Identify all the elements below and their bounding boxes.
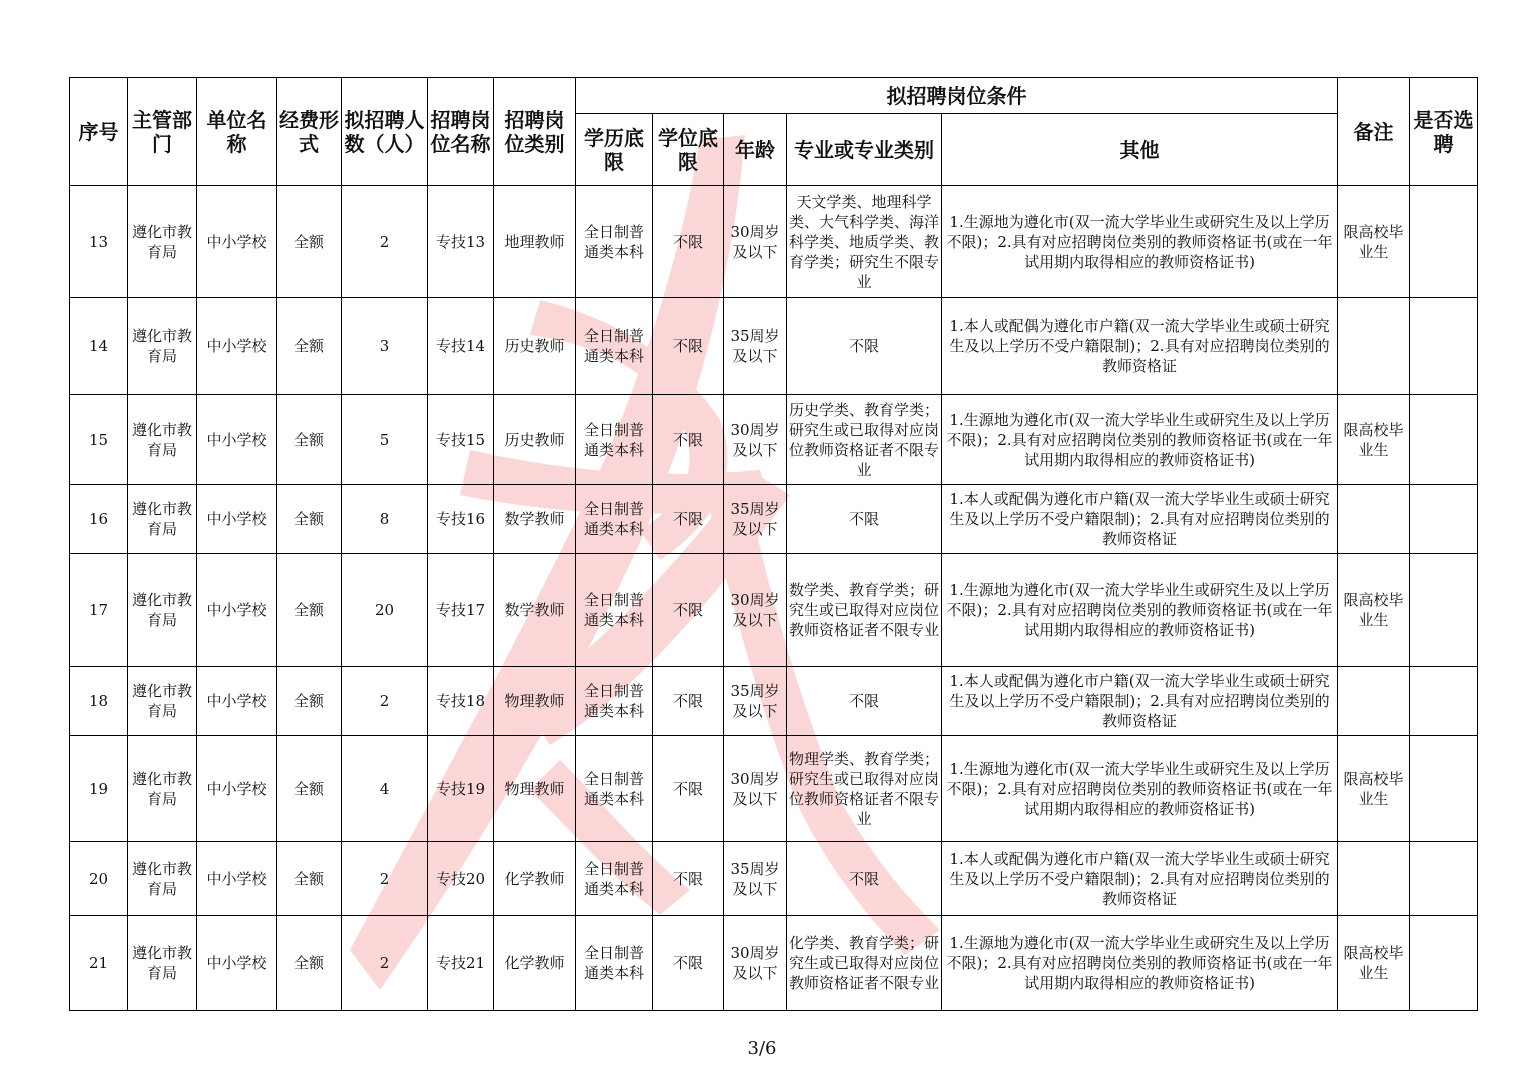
cell-major: 不限	[787, 485, 942, 554]
cell-unit: 中小学校	[197, 186, 277, 298]
cell-age: 30周岁及以下	[724, 186, 787, 298]
cell-dept: 遵化市教育局	[128, 842, 197, 916]
cell-post-type: 历史教师	[494, 298, 576, 395]
cell-remark	[1338, 298, 1410, 395]
cell-other: 1.生源地为遵化市(双一流大学毕业生或研究生及以上学历不限)；2.具有对应招聘岗位类别的教师资格证书(或在一年试用期内取得相应的教师资格证书)	[942, 916, 1338, 1011]
cell-major: 天文学类、地理科学类、大气科学类、海洋科学类、地质学类、教育学类；研究生不限专业	[787, 186, 942, 298]
cell-degree: 不限	[653, 186, 724, 298]
header-seq: 序号	[70, 78, 128, 186]
recruitment-table	[69, 77, 1478, 1011]
cell-other: 1.本人或配偶为遵化市户籍(双一流大学毕业生或硕士研究生及以上学历不受户籍限制)；2.具有对应招聘岗位类别的教师资格证	[942, 485, 1338, 554]
cell-unit: 中小学校	[197, 298, 277, 395]
cell-count: 8	[342, 485, 428, 554]
cell-other: 1.生源地为遵化市(双一流大学毕业生或研究生及以上学历不限)；2.具有对应招聘岗位类别的教师资格证书(或在一年试用期内取得相应的教师资格证书)	[942, 554, 1338, 667]
cell-count: 20	[342, 554, 428, 667]
cell-age: 35周岁及以下	[724, 485, 787, 554]
cell-count: 2	[342, 667, 428, 736]
cell-funding: 全额	[277, 554, 342, 667]
cell-degree: 不限	[653, 298, 724, 395]
cell-selected	[1410, 485, 1478, 554]
cell-degree: 不限	[653, 485, 724, 554]
cell-count: 2	[342, 842, 428, 916]
cell-unit: 中小学校	[197, 916, 277, 1011]
table-row	[70, 916, 1478, 1011]
cell-funding: 全额	[277, 485, 342, 554]
table-row	[70, 842, 1478, 916]
cell-post-name: 专技17	[428, 554, 494, 667]
header-post-name: 招聘岗位名称	[428, 78, 494, 186]
cell-count: 2	[342, 916, 428, 1011]
cell-funding: 全额	[277, 298, 342, 395]
table-row	[70, 298, 1478, 395]
cell-degree: 不限	[653, 916, 724, 1011]
cell-count: 2	[342, 186, 428, 298]
cell-funding: 全额	[277, 842, 342, 916]
cell-age: 35周岁及以下	[724, 298, 787, 395]
cell-count: 4	[342, 736, 428, 842]
cell-education: 全日制普通类本科	[576, 298, 653, 395]
cell-dept: 遵化市教育局	[128, 736, 197, 842]
header-selected: 是否选聘	[1410, 78, 1478, 186]
cell-post-name: 专技15	[428, 395, 494, 485]
header-unit: 单位名称	[197, 78, 277, 186]
cell-dept: 遵化市教育局	[128, 916, 197, 1011]
cell-other: 1.生源地为遵化市(双一流大学毕业生或研究生及以上学历不限)；2.具有对应招聘岗位类别的教师资格证书(或在一年试用期内取得相应的教师资格证书)	[942, 186, 1338, 298]
cell-remark	[1338, 667, 1410, 736]
page-number: 3/6	[747, 1038, 777, 1059]
cell-seq: 14	[70, 298, 128, 395]
cell-seq: 13	[70, 186, 128, 298]
cell-remark: 限高校毕业生	[1338, 916, 1410, 1011]
cell-seq: 17	[70, 554, 128, 667]
cell-funding: 全额	[277, 667, 342, 736]
cell-other: 1.生源地为遵化市(双一流大学毕业生或研究生及以上学历不限)；2.具有对应招聘岗位类别的教师资格证书(或在一年试用期内取得相应的教师资格证书)	[942, 395, 1338, 485]
cell-age: 35周岁及以下	[724, 667, 787, 736]
cell-degree: 不限	[653, 736, 724, 842]
cell-education: 全日制普通类本科	[576, 186, 653, 298]
cell-selected	[1410, 395, 1478, 485]
cell-post-name: 专技18	[428, 667, 494, 736]
cell-other: 1.本人或配偶为遵化市户籍(双一流大学毕业生或硕士研究生及以上学历不受户籍限制)；2.具有对应招聘岗位类别的教师资格证	[942, 842, 1338, 916]
table-row	[70, 186, 1478, 298]
cell-age: 30周岁及以下	[724, 395, 787, 485]
cell-funding: 全额	[277, 395, 342, 485]
cell-unit: 中小学校	[197, 395, 277, 485]
header-conditions: 拟招聘岗位条件	[576, 78, 1338, 114]
cell-post-type: 历史教师	[494, 395, 576, 485]
cell-seq: 15	[70, 395, 128, 485]
cell-selected	[1410, 554, 1478, 667]
cell-seq: 16	[70, 485, 128, 554]
cell-education: 全日制普通类本科	[576, 395, 653, 485]
cell-post-name: 专技21	[428, 916, 494, 1011]
cell-remark: 限高校毕业生	[1338, 395, 1410, 485]
cell-post-name: 专技19	[428, 736, 494, 842]
cell-education: 全日制普通类本科	[576, 485, 653, 554]
cell-education: 全日制普通类本科	[576, 736, 653, 842]
cell-unit: 中小学校	[197, 485, 277, 554]
cell-funding: 全额	[277, 186, 342, 298]
cell-post-type: 化学教师	[494, 916, 576, 1011]
cell-education: 全日制普通类本科	[576, 554, 653, 667]
cell-education: 全日制普通类本科	[576, 842, 653, 916]
cell-post-name: 专技13	[428, 186, 494, 298]
cell-post-type: 化学教师	[494, 842, 576, 916]
cell-age: 35周岁及以下	[724, 842, 787, 916]
cell-post-type: 数学教师	[494, 554, 576, 667]
cell-post-type: 物理教师	[494, 736, 576, 842]
cell-degree: 不限	[653, 395, 724, 485]
cell-education: 全日制普通类本科	[576, 667, 653, 736]
cell-post-name: 专技20	[428, 842, 494, 916]
header-remark: 备注	[1338, 78, 1410, 186]
cell-other: 1.本人或配偶为遵化市户籍(双一流大学毕业生或硕士研究生及以上学历不受户籍限制)；2.具有对应招聘岗位类别的教师资格证	[942, 298, 1338, 395]
cell-seq: 19	[70, 736, 128, 842]
cell-unit: 中小学校	[197, 736, 277, 842]
cell-major: 不限	[787, 298, 942, 395]
cell-age: 30周岁及以下	[724, 736, 787, 842]
cell-degree: 不限	[653, 554, 724, 667]
cell-selected	[1410, 667, 1478, 736]
cell-post-name: 专技16	[428, 485, 494, 554]
header-education: 学历底限	[576, 114, 653, 186]
cell-remark: 限高校毕业生	[1338, 186, 1410, 298]
table-row	[70, 395, 1478, 485]
table-body	[70, 186, 1478, 1011]
header-major: 专业或专业类别	[787, 114, 942, 186]
table-row	[70, 736, 1478, 842]
cell-unit: 中小学校	[197, 842, 277, 916]
cell-major: 不限	[787, 667, 942, 736]
cell-selected	[1410, 186, 1478, 298]
cell-selected	[1410, 298, 1478, 395]
cell-major: 历史学类、教育学类；研究生或已取得对应岗位教师资格证者不限专业	[787, 395, 942, 485]
table-row	[70, 667, 1478, 736]
cell-other: 1.生源地为遵化市(双一流大学毕业生或研究生及以上学历不限)；2.具有对应招聘岗位类别的教师资格证书(或在一年试用期内取得相应的教师资格证书)	[942, 736, 1338, 842]
header-age: 年龄	[724, 114, 787, 186]
cell-age: 30周岁及以下	[724, 916, 787, 1011]
table-row	[70, 485, 1478, 554]
cell-count: 3	[342, 298, 428, 395]
cell-seq: 21	[70, 916, 128, 1011]
cell-funding: 全额	[277, 916, 342, 1011]
header-count: 拟招聘人数（人）	[342, 78, 428, 186]
cell-selected	[1410, 736, 1478, 842]
cell-age: 30周岁及以下	[724, 554, 787, 667]
cell-seq: 18	[70, 667, 128, 736]
header-other: 其他	[942, 114, 1338, 186]
cell-major: 物理学类、教育学类；研究生或已取得对应岗位教师资格证者不限专业	[787, 736, 942, 842]
cell-post-type: 数学教师	[494, 485, 576, 554]
cell-dept: 遵化市教育局	[128, 667, 197, 736]
cell-dept: 遵化市教育局	[128, 298, 197, 395]
cell-major: 数学类、教育学类；研究生或已取得对应岗位教师资格证者不限专业	[787, 554, 942, 667]
cell-unit: 中小学校	[197, 554, 277, 667]
table-row	[70, 554, 1478, 667]
cell-major: 化学类、教育学类；研究生或已取得对应岗位教师资格证者不限专业	[787, 916, 942, 1011]
cell-major: 不限	[787, 842, 942, 916]
cell-remark	[1338, 842, 1410, 916]
cell-dept: 遵化市教育局	[128, 395, 197, 485]
cell-selected	[1410, 916, 1478, 1011]
header-funding: 经费形式	[277, 78, 342, 186]
cell-dept: 遵化市教育局	[128, 554, 197, 667]
cell-dept: 遵化市教育局	[128, 186, 197, 298]
cell-funding: 全额	[277, 736, 342, 842]
cell-education: 全日制普通类本科	[576, 916, 653, 1011]
cell-seq: 20	[70, 842, 128, 916]
cell-count: 5	[342, 395, 428, 485]
cell-post-type: 物理教师	[494, 667, 576, 736]
cell-degree: 不限	[653, 842, 724, 916]
cell-dept: 遵化市教育局	[128, 485, 197, 554]
header-degree: 学位底限	[653, 114, 724, 186]
cell-remark: 限高校毕业生	[1338, 554, 1410, 667]
table-header	[70, 78, 1478, 186]
cell-post-name: 专技14	[428, 298, 494, 395]
cell-degree: 不限	[653, 667, 724, 736]
cell-unit: 中小学校	[197, 667, 277, 736]
cell-remark	[1338, 485, 1410, 554]
cell-remark: 限高校毕业生	[1338, 736, 1410, 842]
cell-post-type: 地理教师	[494, 186, 576, 298]
header-post-type: 招聘岗位类别	[494, 78, 576, 186]
header-dept: 主管部门	[128, 78, 197, 186]
cell-other: 1.本人或配偶为遵化市户籍(双一流大学毕业生或硕士研究生及以上学历不受户籍限制)；2.具有对应招聘岗位类别的教师资格证	[942, 667, 1338, 736]
cell-selected	[1410, 842, 1478, 916]
